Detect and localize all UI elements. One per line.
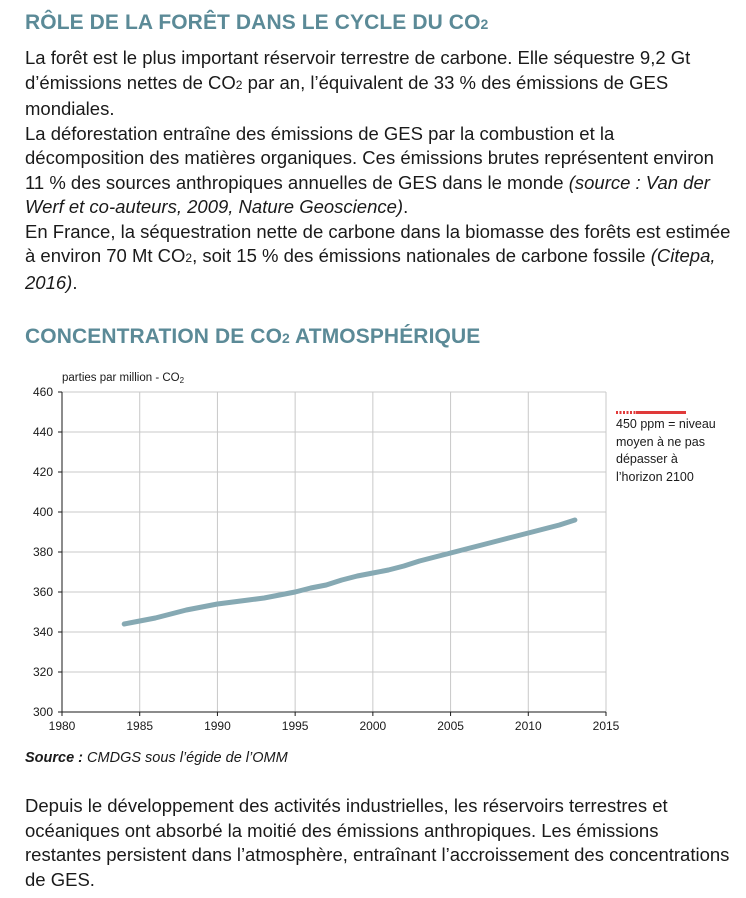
title-text: RÔLE DE LA FORÊT DANS LE CYCLE DU CO <box>25 11 481 34</box>
x-tick-label-2000: 2000 <box>359 719 387 733</box>
conclusion-paragraph: Depuis le développement des activités industrielles, les réservoirs terrestres et océaniques ont absorbé la moitié des émissions anthropiques. Les émissions restantes persistent dans l’atmosphère, entraînant l’accroissement des concentrations de GES. <box>25 795 730 890</box>
p2-citation: (source : Van der Werf et co-auteurs, 2009, Nature Geoscience) <box>25 171 710 217</box>
p1-text: La forêt est le plus important réservoir terrestre de carbone. Elle séquestre 9,2 Gt d’émissions nettes de CO <box>25 47 691 93</box>
p3-text-mid: , soit 15 % des émissions nationales de carbone fossile <box>192 245 651 266</box>
y-tick-label-340: 340 <box>32 625 53 639</box>
threshold-legend-text: 450 ppm = niveau moyen à ne pas dépasser à l’horizon 2100 <box>616 417 716 484</box>
p3-text: En France, la séquestration nette de carbone dans la biomasse des forêts est estimée à environ 70 Mt CO <box>25 220 731 266</box>
p2-end: . <box>403 196 409 217</box>
x-tick-label-1980: 1980 <box>48 719 76 733</box>
y-tick-label-320: 320 <box>32 665 53 679</box>
title2-text-rest: ATMOSPHÉRIQUE <box>289 325 481 348</box>
p2-text: La déforestation entraîne des émissions de GES par la combustion et la décomposition des matières organiques. Ces émissions brutes représentent environ 11 % des sources anthropiques annuelles de GES dans le monde <box>25 122 714 193</box>
y-tick-label-420: 420 <box>32 465 53 479</box>
title2-subscript: 2 <box>282 330 290 346</box>
y-tick-label-440: 440 <box>32 425 53 439</box>
p1-text-end: par an, l’équivalent de 33 % des émissions de GES mondiales. <box>25 71 669 119</box>
source-text: CMDGS sous l’égide de l’OMM <box>83 750 288 766</box>
y-tick-label-400: 400 <box>32 505 53 519</box>
y-tick-label-360: 360 <box>32 585 53 599</box>
series-line-co2 <box>124 520 575 624</box>
intro-paragraph <box>25 46 731 295</box>
p3-end: . <box>72 271 78 293</box>
x-tick-label-1985: 1985 <box>126 719 154 733</box>
y-tick-label-460: 460 <box>32 385 53 399</box>
chart-source <box>25 750 288 766</box>
y-tick-label-380: 380 <box>32 545 53 559</box>
title2-text: CONCENTRATION DE CO <box>25 325 283 348</box>
section-title-forest-role <box>25 11 488 35</box>
x-tick-label-2015: 2015 <box>592 719 620 733</box>
title-subscript: 2 <box>480 16 489 32</box>
y-axis-label: parties par million - CO2 <box>62 372 185 385</box>
x-tick-label-1995: 1995 <box>281 719 309 733</box>
section-title-co2-concentration <box>25 325 480 349</box>
p1-subscript: 2 <box>235 77 243 92</box>
p3-citation: (Citepa, 2016) <box>25 245 716 293</box>
chart-series <box>124 520 575 624</box>
chart-grid <box>62 392 606 712</box>
x-tick-label-2010: 2010 <box>514 719 542 733</box>
p3-subscript: 2 <box>185 251 193 265</box>
chart-tick-labels <box>33 385 620 733</box>
y-tick-label-300: 300 <box>32 705 53 719</box>
source-label: Source : <box>25 750 84 766</box>
x-tick-label-2005: 2005 <box>437 719 464 733</box>
x-tick-label-1990: 1990 <box>204 719 231 733</box>
